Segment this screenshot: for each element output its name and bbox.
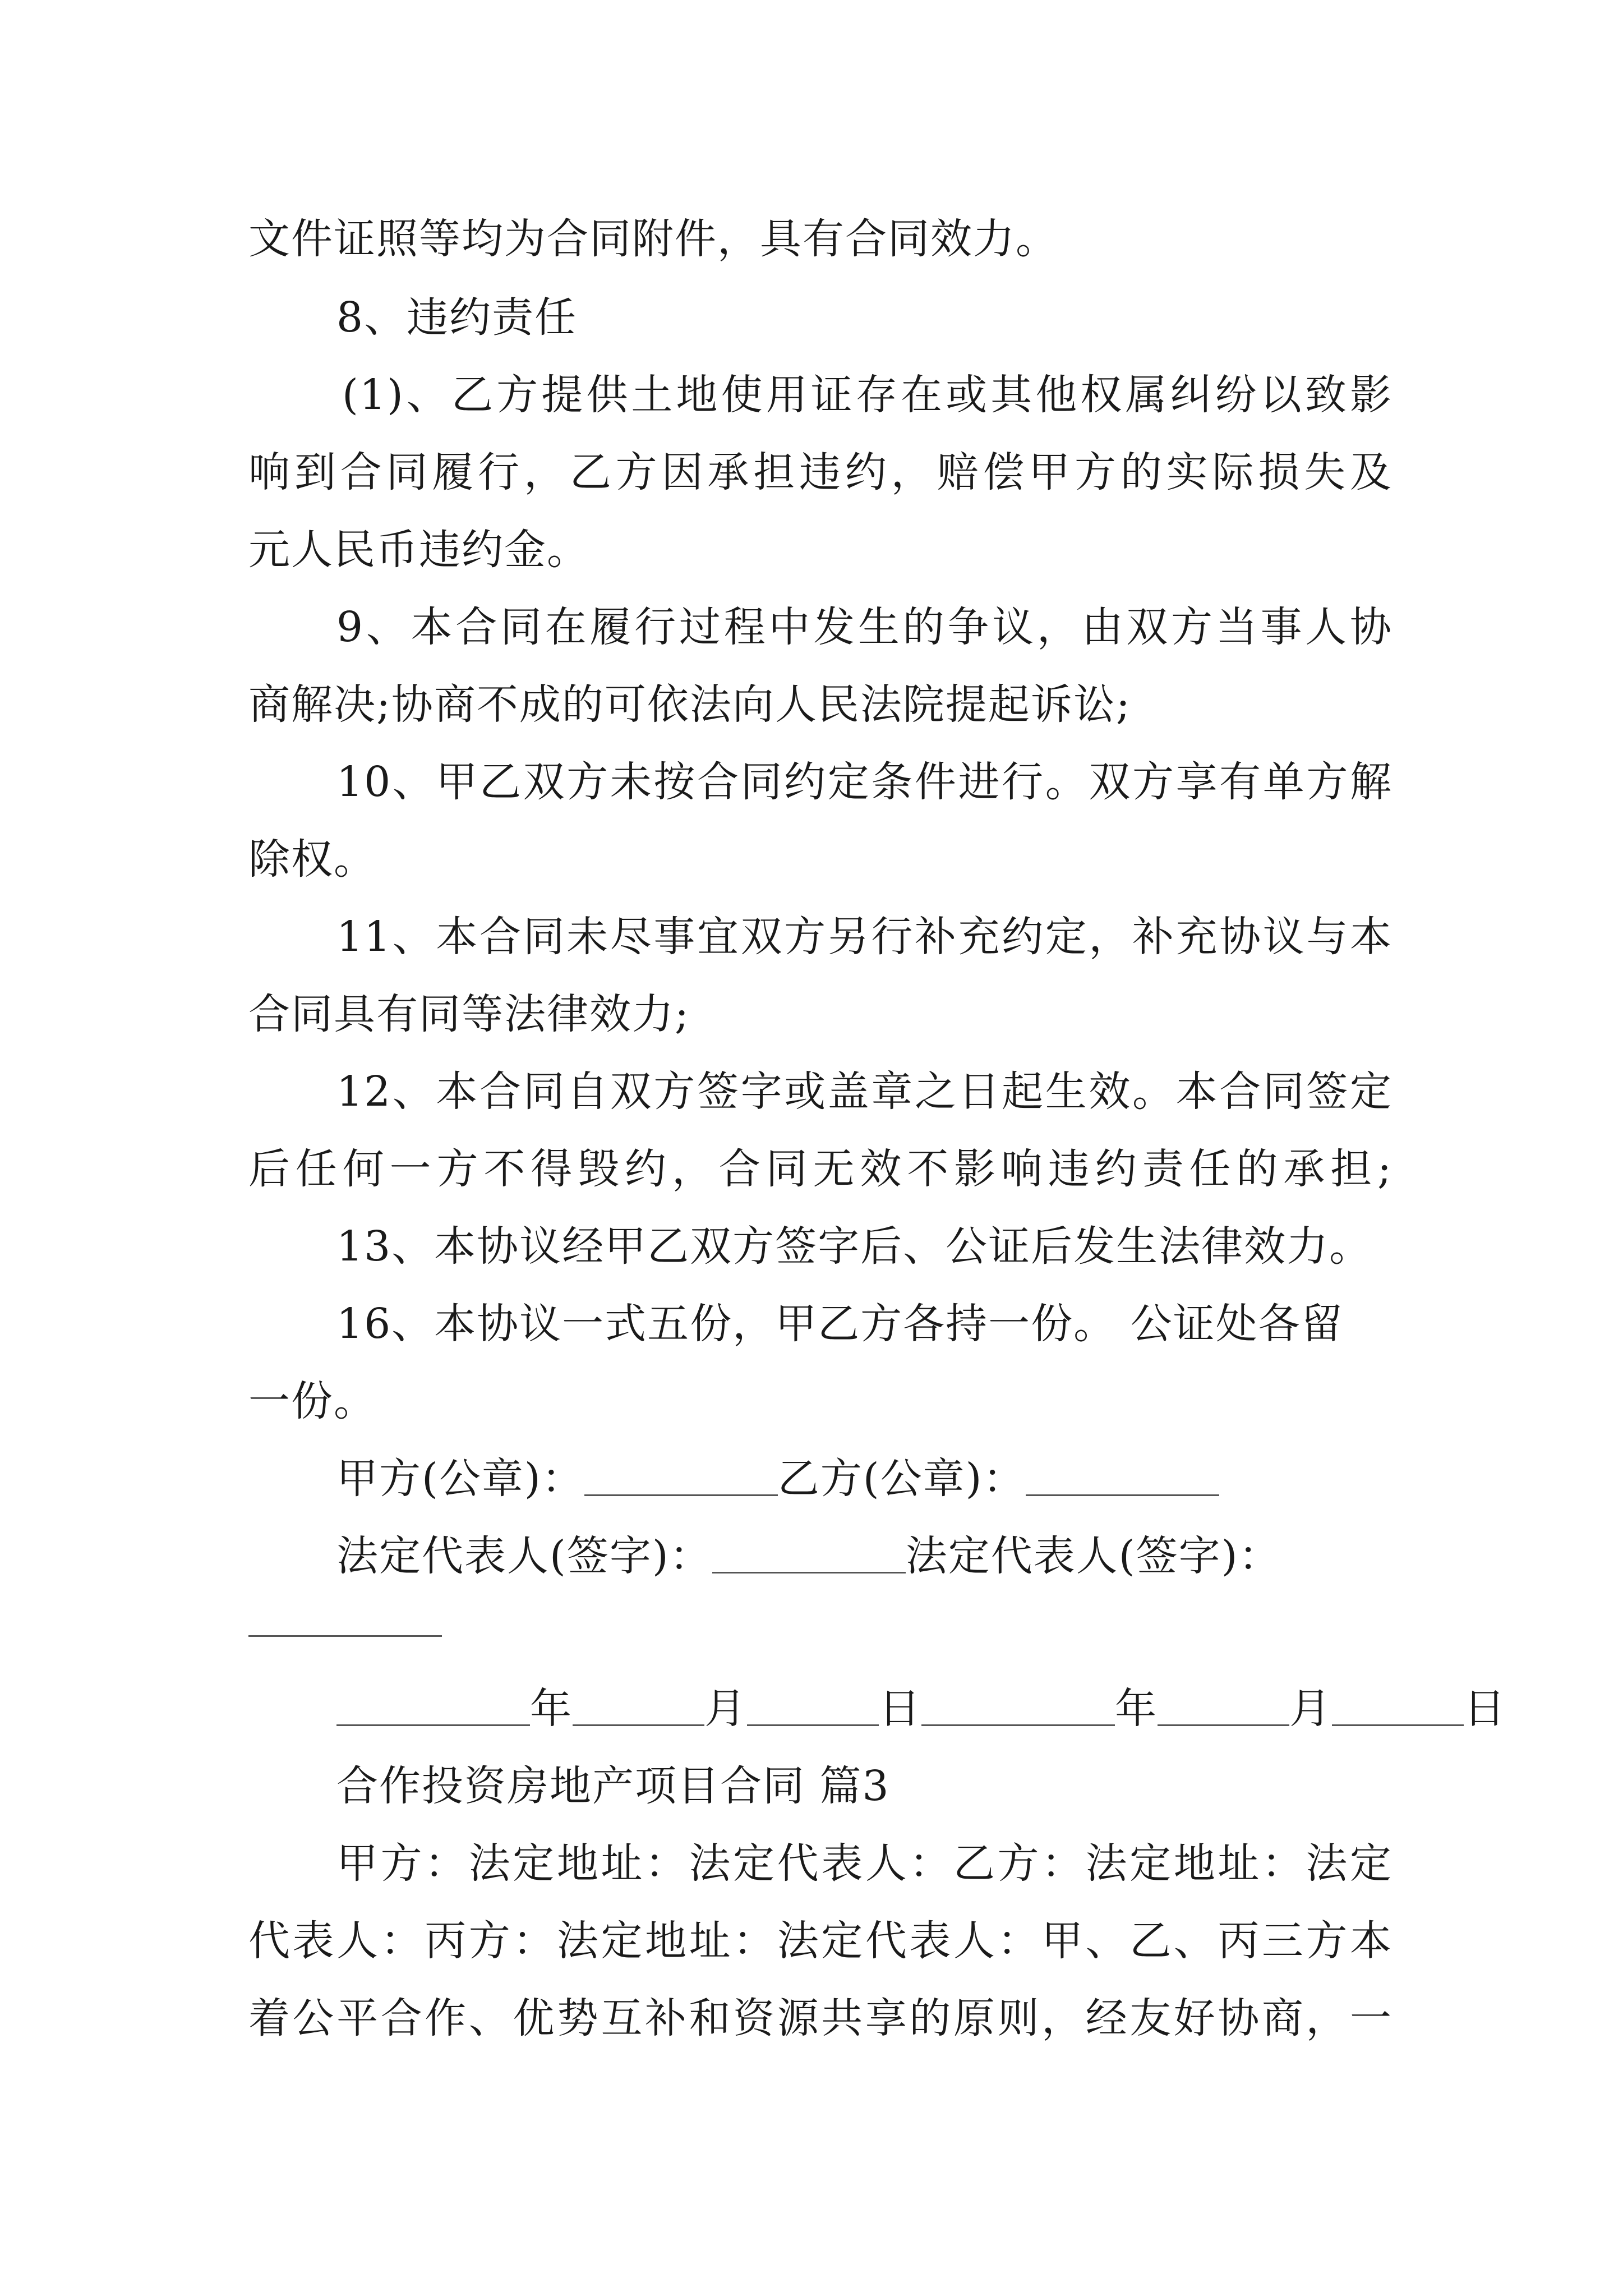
paragraph-line: 合同具有同等法律效力; bbox=[248, 990, 690, 1038]
date-line bbox=[336, 1681, 1506, 1737]
party-a-rep-blank[interactable] bbox=[712, 1533, 906, 1573]
paragraph-line: 12、本合同自双方签字或盖章之日起生效。本合同签定 bbox=[336, 1068, 1393, 1116]
party-a-month-blank[interactable] bbox=[573, 1685, 704, 1726]
paragraph-line: 除权。 bbox=[248, 835, 376, 884]
paragraph-line: 13、本协议经甲乙双方签字后、公证后发生法律效力。 bbox=[336, 1222, 1372, 1271]
seal-line bbox=[336, 1451, 1402, 1507]
paragraph-line: 文件证照等均为合同附件，具有合同效力。 bbox=[248, 215, 1058, 263]
party-b-year-blank[interactable] bbox=[921, 1685, 1115, 1726]
paragraph-line: 着公平合作、优势互补和资源共享的原则，经友好协商，一 bbox=[248, 1994, 1393, 2042]
paragraph-line: 元人民币违约金。 bbox=[248, 526, 589, 574]
paragraph-line: 9、本合同在履行过程中发生的争议，由双方当事人协 bbox=[336, 603, 1393, 651]
party-a-seal-blank[interactable] bbox=[584, 1455, 778, 1496]
paragraph-line: 10、甲乙双方未按合同约定条件进行。双方享有单方解 bbox=[336, 758, 1393, 806]
paragraph-line: (1)、乙方提供土地使用证存在或其他权属纠纷以致影 bbox=[342, 371, 1393, 419]
paragraph-line: 甲方：法定地址：法定代表人：乙方：法定地址：法定 bbox=[336, 1839, 1393, 1888]
day-label: 日 bbox=[1464, 1685, 1506, 1733]
month-label: 月 bbox=[704, 1685, 747, 1733]
paragraph-line: 商解决;协商不成的可依法向人民法院提起诉讼; bbox=[248, 680, 1131, 729]
section-title: 合作投资房地产项目合同 篇3 bbox=[336, 1762, 890, 1810]
paragraph-line: 代表人：丙方：法定地址：法定代表人：甲、乙、丙三方本 bbox=[248, 1917, 1393, 1965]
paragraph-line: 后任何一方不得毁约，合同无效不影响违约责任的承担; bbox=[248, 1145, 1393, 1193]
party-a-day-blank[interactable] bbox=[747, 1685, 879, 1726]
party-b-rep-label: 法定代表人(签字)： bbox=[905, 1532, 1281, 1580]
party-a-rep-label: 法定代表人(签字)： bbox=[336, 1532, 712, 1580]
party-b-day-blank[interactable] bbox=[1332, 1685, 1464, 1726]
paragraph-line: 11、本合同未尽事宜双方另行补充约定，补充协议与本 bbox=[336, 913, 1393, 961]
year-label: 年 bbox=[530, 1685, 573, 1733]
paragraph-line: 16、本协议一式五份，甲乙方各持一份。 公证处各留 bbox=[336, 1300, 1344, 1348]
party-b-seal-blank[interactable] bbox=[1026, 1455, 1219, 1496]
representative-line bbox=[336, 1528, 1402, 1584]
party-b-month-blank[interactable] bbox=[1158, 1685, 1289, 1726]
party-a-year-blank[interactable] bbox=[336, 1685, 530, 1726]
year-label: 年 bbox=[1115, 1685, 1158, 1733]
party-b-rep-blank[interactable] bbox=[248, 1635, 442, 1637]
section-heading-breach: 8、违约责任 bbox=[336, 293, 578, 342]
month-label: 月 bbox=[1289, 1685, 1332, 1733]
party-b-seal-label: 乙方(公章)： bbox=[777, 1455, 1026, 1503]
party-a-seal-label: 甲方(公章)： bbox=[336, 1455, 584, 1503]
day-label: 日 bbox=[879, 1685, 921, 1733]
paragraph-line: 响到合同履行，乙方因承担违约，赔偿甲方的实际损失及 bbox=[248, 448, 1393, 496]
paragraph-line: 一份。 bbox=[248, 1377, 376, 1425]
